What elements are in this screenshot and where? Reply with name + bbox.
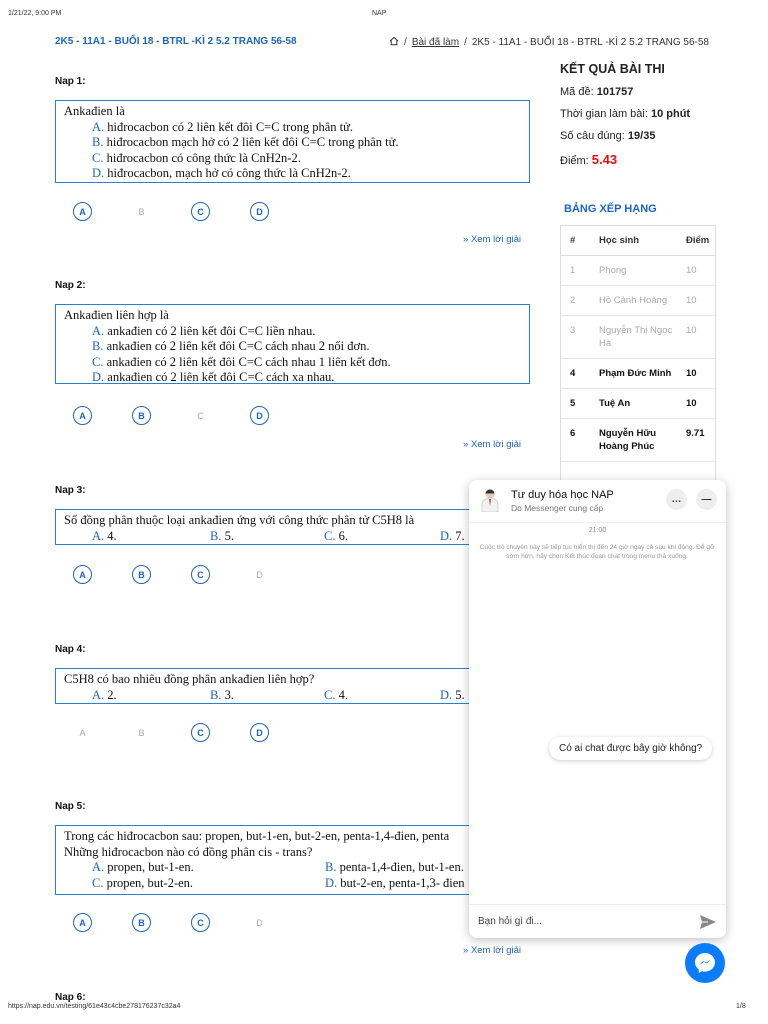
question-box: Trong các hiđrocacbon sau: propen, but-1-en, but-2-en, penta-1,4-đien, penta Những hiđrocacbon nào có đồng phân cis - trans? A. propen, but-1-en. B. penta-1,4-đien, but-1-en. C. propen, but-2-en. D. but-2-en, penta-1,3- đien	[55, 825, 530, 895]
more-icon[interactable]: …	[666, 489, 687, 510]
exam-time: Thời gian làm bài: 10 phút	[560, 108, 691, 120]
print-url: https://nap.edu.vn/testing/61e43c4cbe278176237c32a4	[8, 1003, 181, 1010]
question-box: C5H8 có bao nhiêu đồng phân ankađien liên hợp? A. 2. B. 3. C. 4. D. 5.	[55, 668, 530, 704]
chat-input-bar	[469, 904, 726, 938]
table-row: 6 Nguyễn Hữu Hoàng Phúc 9.71	[561, 419, 716, 462]
minimize-icon[interactable]: —	[696, 489, 717, 510]
question-stem-2: Những hiđrocacbon nào có đồng phân cis - trans?	[64, 844, 313, 859]
answer-d[interactable]: D	[256, 917, 263, 928]
question-label: Nap 3:	[55, 485, 86, 496]
xem-loi-giai-link[interactable]: » Xem lời giải	[463, 945, 521, 956]
answer-c[interactable]: C	[197, 410, 204, 421]
table-row: 3 Nguyễn Thị Ngọc Hà 10	[561, 316, 716, 359]
exam-code: Mã đề: 101757	[560, 86, 634, 98]
question-box	[55, 100, 530, 183]
option-b: B. ankađien có 2 liên kết đôi C=C cách nhau 2 nối đơn.	[92, 339, 370, 353]
answer-a[interactable]: A	[79, 727, 86, 738]
question-box: Số đồng phân thuộc loại ankađien ứng với công thức phân tử C5H8 là A. 4. B. 5. C. 6. D. 7.	[55, 509, 530, 545]
question-stem: C5H8 có bao nhiêu đồng phân ankađien liên hợp?	[64, 672, 315, 686]
question-stem: Ankađien liên hợp là	[64, 308, 169, 322]
answer-d[interactable]: D	[256, 569, 263, 580]
messenger-icon[interactable]	[685, 943, 725, 983]
option-c: C. hiđrocacbon có công thức là CnH2n-2.	[92, 150, 301, 165]
table-row: 1 Phong 10	[561, 256, 716, 286]
option-c: C. ankađien có 2 liên kết đôi C=C cách nhau 1 liên kết đơn.	[92, 354, 391, 369]
question-label: Nap 5:	[55, 801, 86, 812]
print-datetime: 1/21/22, 9:00 PM	[8, 10, 62, 17]
breadcrumb-done-link[interactable]: Bài đã làm	[411, 37, 460, 48]
question-label: Nap 1:	[55, 76, 86, 87]
print-page-number: 1/8	[736, 1003, 746, 1010]
breadcrumb-current: 2K5 - 11A1 - BUỔI 18 - BTRL -KÌ 2 5.2 TRANG 56-58	[471, 37, 709, 48]
chat-message: Có ai chat được bây giờ không?	[549, 737, 712, 760]
exam-score: Điểm: 5.43	[560, 152, 618, 167]
answer-d[interactable]: D	[250, 202, 269, 221]
answer-a[interactable]: A	[73, 913, 92, 932]
chat-header	[469, 480, 726, 523]
question-stem: Số đồng phân thuộc loại ankađien ứng với công thức phân tử C5H8 là	[64, 513, 415, 527]
question-3	[55, 485, 530, 580]
chat-input[interactable]: Bạn hỏi gì đi...	[478, 916, 542, 927]
result-title: KẾT QUẢ BÀI THI	[560, 62, 665, 76]
avatar	[480, 488, 500, 512]
chat-subtitle: Do Messenger cung cấp	[511, 503, 604, 513]
answer-a[interactable]: A	[73, 202, 92, 221]
course-title: 2K5 - 11A1 - BUỔI 18 - BTRL -KÌ 2 5.2 TRANG 56-58	[55, 36, 297, 47]
xem-loi-giai-link[interactable]: » Xem lời giải	[463, 439, 521, 450]
question-label: Nap 4:	[55, 644, 86, 655]
option-a: A. ankađien có 2 liên kết đôi C=C liền nhau.	[92, 323, 316, 338]
result-panel	[560, 62, 730, 167]
col-student: Học sinh	[590, 226, 677, 256]
breadcrumb-separator: /	[464, 37, 467, 48]
ranking-title: BẢNG XẾP HẠNG	[564, 203, 657, 215]
option-a: A. hiđrocacbon có 2 liên kết đôi C=C trong phân tử.	[92, 119, 354, 134]
correct-count: Số câu đúng: 19/35	[560, 130, 656, 142]
answer-a[interactable]: A	[73, 406, 92, 425]
send-icon[interactable]	[700, 915, 716, 934]
answer-d[interactable]: D	[250, 723, 269, 742]
breadcrumb-separator: /	[404, 37, 407, 48]
chevron-down-icon: »	[463, 945, 469, 956]
chat-title: Tư duy hóa học NAP	[511, 489, 614, 501]
question-box	[55, 304, 530, 384]
option-d: D. ankađien có 2 liên kết đôi C=C cách xa nhau.	[92, 370, 335, 384]
col-score: Điểm	[677, 226, 716, 256]
answer-c[interactable]: C	[191, 723, 210, 742]
answer-c[interactable]: C	[191, 913, 210, 932]
answer-c[interactable]: C	[191, 202, 210, 221]
table-row: 5 Tuệ An 10	[561, 389, 716, 419]
answer-b[interactable]: B	[132, 913, 151, 932]
chevron-down-icon: »	[463, 234, 469, 245]
chevron-down-icon: »	[463, 439, 469, 450]
question-4	[55, 644, 530, 738]
option-b: B. hiđrocacbon mạch hở có 2 liên kết đôi C=C trong phân tử.	[92, 135, 399, 149]
option-d: D. hiđrocacbon, mạch hở có công thức là CnH2n-2.	[92, 166, 351, 180]
question-2	[55, 280, 530, 450]
answer-b[interactable]: B	[138, 206, 145, 217]
question-6	[55, 992, 530, 1003]
chat-timestamp: 21:00	[588, 527, 607, 534]
question-stem: Ankađien là	[64, 104, 125, 118]
answer-d[interactable]: D	[250, 406, 269, 425]
table-row: 2 Hồ Cảnh Hoàng 10	[561, 286, 716, 316]
messenger-chat-window[interactable]	[469, 480, 726, 938]
table-row: 4 Phạm Đức Minh 10	[561, 359, 716, 389]
question-1	[55, 76, 530, 245]
question-label: Nap 2:	[55, 280, 86, 291]
col-rank: #	[561, 226, 591, 256]
breadcrumb	[389, 36, 709, 49]
question-stem: Trong các hiđrocacbon sau: propen, but-1-en, but-2-en, penta-1,4-đien, penta	[64, 829, 450, 843]
question-label: Nap 6:	[55, 992, 86, 1003]
title-bar	[55, 36, 715, 50]
print-page-title: NAP	[372, 10, 387, 17]
answer-c[interactable]: C	[191, 565, 210, 584]
home-icon[interactable]	[389, 36, 399, 49]
answer-a[interactable]: A	[73, 565, 92, 584]
answer-b[interactable]: B	[132, 565, 151, 584]
answer-b[interactable]: B	[138, 727, 145, 738]
xem-loi-giai-link[interactable]: » Xem lời giải	[463, 234, 521, 245]
answer-b[interactable]: B	[132, 406, 151, 425]
chat-notice: Cuộc trò chuyện này sẽ tiếp tục hiển thị đến 24 giờ ngay cả sau khi đóng. Để gỡ sớm hơn, hãy chọn Kết thúc đoạn chat trong menu thả xuống.	[479, 544, 715, 560]
